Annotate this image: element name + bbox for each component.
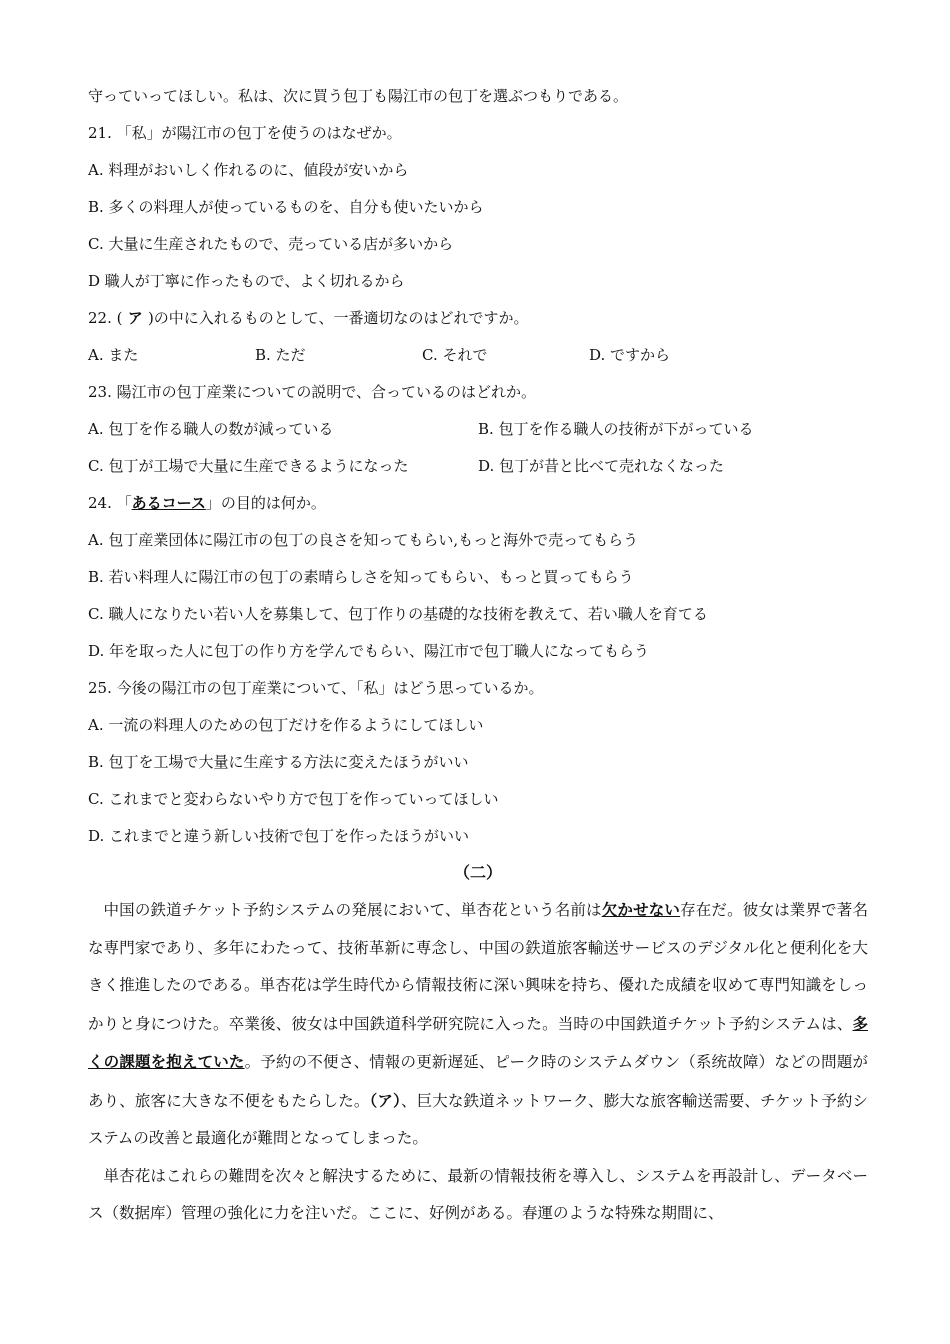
document-page (88, 78, 868, 1233)
question-21-stem: 21. 「私」が陽江市の包丁を使うのはなぜか。 (88, 124, 402, 142)
question-24-stem (88, 485, 868, 522)
question-24-stem-prefix: 24. 「 (88, 494, 132, 512)
question-22-option-b: B. ただ (255, 346, 306, 364)
passage-p1-text-a: 中国の鉄道チケット予約システムの発展において、単杏花という名前は (103, 901, 602, 919)
question-22-stem (88, 300, 868, 337)
question-23-option-b: B. 包丁を作る職人の技術が下がっている (478, 420, 754, 438)
passage-p1-text-d: 、巨大な鉄道ネットワーク、膨大な旅客輸送需要、チケット予約システムの改善と最適化が難問となってしまった。 (88, 1091, 868, 1147)
passage-paragraph-1 (88, 891, 868, 1158)
section-title: （二） (453, 863, 502, 882)
question-22-option-d: D. ですから (589, 346, 671, 364)
question-25-option-b: B. 包丁を工場で大量に生産する方法に変えたほうがいい (88, 753, 469, 771)
question-22-option-a: A. また (88, 346, 139, 364)
intro-line: 守っていってほしい。私は、次に買う包丁も陽江市の包丁を選ぶつもりである。 (88, 87, 629, 105)
question-24-option-a: A. 包丁産業団体に陽江市の包丁の良さを知ってもらい,もっと海外で売ってもらう (88, 531, 639, 549)
question-25-option-d: D. これまでと違う新しい技術で包丁を作ったほうがいい (88, 827, 470, 845)
question-24-underlined-phrase: あるコース (131, 494, 206, 512)
question-23-options-row-2 (88, 448, 868, 485)
question-25-option-c: C. これまでと変わらないやり方で包丁を作っていってほしい (88, 790, 499, 808)
question-23-stem: 23. 陽江市の包丁産業についての説明で、合っているのはどれか。 (88, 383, 537, 401)
passage-underlined-phrase-2: 多くの課題を抱えていた (88, 1013, 868, 1071)
question-23-option-a: A. 包丁を作る職人の数が減っている (88, 420, 334, 438)
question-22-stem-suffix: )の中に入れるものとして、一番適切なのはどれですか。 (147, 309, 529, 327)
question-21-option-d: D 職人が丁寧に作ったもので、よく切れるから (88, 272, 405, 290)
question-24-option-b: B. 若い料理人に陽江市の包丁の素晴らしさを知ってもらい、もっと買ってもらう (88, 568, 634, 586)
question-23-options-row-1 (88, 411, 868, 448)
question-24-option-c: C. 職人になりたい若い人を募集して、包丁作りの基礎的な技術を教えて、若い職人を育てる (88, 605, 708, 623)
question-22-stem-prefix: 22. ( (88, 309, 123, 327)
question-23-option-d: D. 包丁が昔と比べて売れなくなった (478, 457, 725, 475)
question-23-option-c: C. 包丁が工場で大量に生産できるようになった (88, 457, 409, 475)
passage-blank-a: （ア） (369, 1090, 401, 1110)
passage-p1-text-b: 存在だ。彼女は業界で著名な専門家であり、多年にわたって、技術革新に専念し、中国の鉄道旅客輸送サービスのデジタル化と便利化を大きく推進したのである。単杏花は学生時代から情報技術に深い興味を持ち、優れた成績を収めて専門知識をしっかりと身につけた。卒業後、彼女は中国鉄道科学研究院に入った。当時の中国鉄道チケット予約システムは、 (88, 901, 868, 1033)
question-22-option-c: C. それで (422, 346, 488, 364)
passage-underlined-phrase-1: 欠かせない (601, 900, 681, 919)
question-21-option-b: B. 多くの料理人が使っているものを、自分も使いたいから (88, 198, 484, 216)
question-22-blank: ア (122, 309, 148, 327)
question-24-option-d: D. 年を取った人に包丁の作り方を学んでもらい、陽江市で包丁職人になってもらう (88, 642, 650, 660)
passage-p1-text-c: 。予約の不便さ、情報の更新遅延、ピーク時のシステムダウン（系统故障）などの問題があり、旅客に大きな不便をもたらした。 (88, 1053, 868, 1110)
question-24-stem-suffix: 」の目的は何か。 (205, 494, 326, 512)
passage-paragraph-2: 単杏花はこれらの難問を次々と解決するために、最新の情報技術を導入し、システムを再設計し、データベース（数据库）管理の強化に力を注いだ。ここに、好例がある。春運のような特殊な期間に、 (88, 1166, 868, 1222)
question-25-option-a: A. 一流の料理人のための包丁だけを作るようにしてほしい (88, 716, 484, 734)
question-21-option-c: C. 大量に生産されたもので、売っている店が多いから (88, 235, 454, 253)
question-25-stem: 25. 今後の陽江市の包丁産業について、「私」はどう思っているか。 (88, 679, 544, 697)
question-22-options (88, 337, 868, 374)
question-21-option-a: A. 料理がおいしく作れるのに、値段が安いから (88, 161, 409, 179)
